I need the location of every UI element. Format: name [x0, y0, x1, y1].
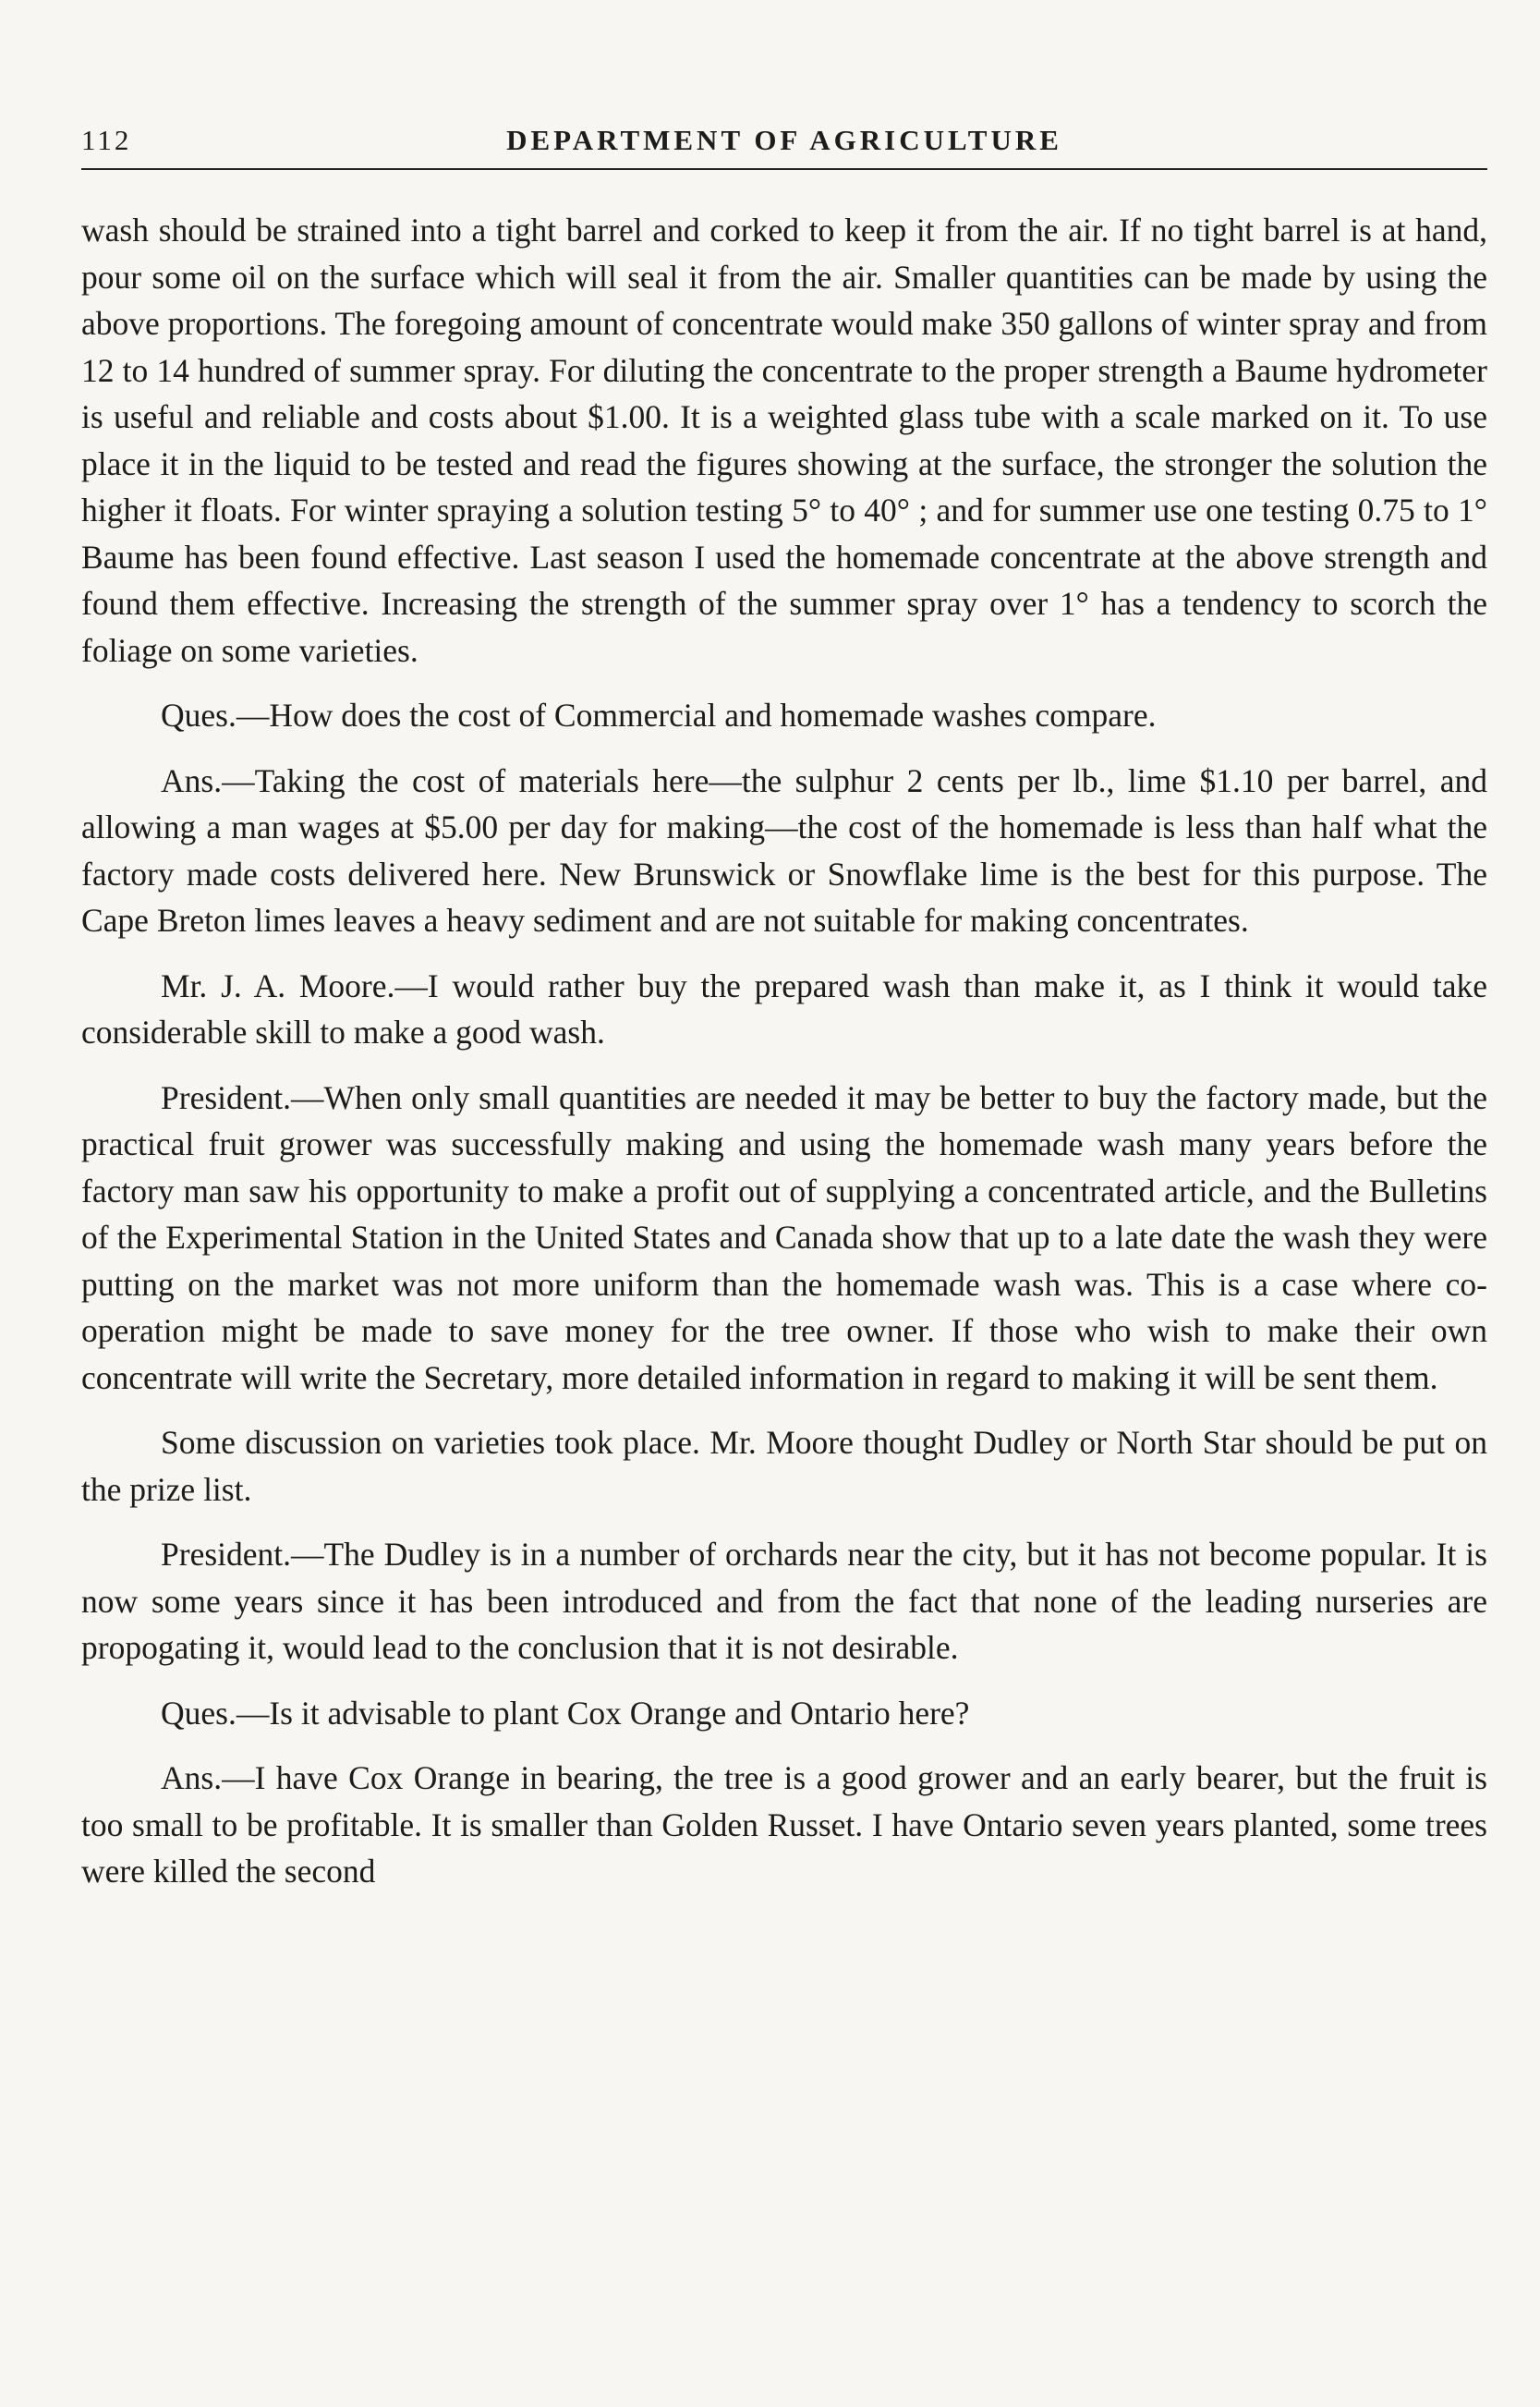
paragraph-discussion: Some discussion on varieties took place. Mr. Moore thought Dudley or North Star should be put on the prize list. — [81, 1424, 1487, 1508]
page-number: 112 — [81, 124, 132, 156]
running-header — [81, 111, 1487, 166]
paragraph-moore-remark: Mr. J. A. Moore.—I would rather buy the prepared wash than make it, as I think it would take considerable skill to make a good wash. — [81, 966, 1487, 1051]
paragraph-answer: Ans.—Taking the cost of materials here—the sulphur 2 cents per lb., lime $1.10 per barrel, and allowing a man wages at $5.00 per day for making—the cost of the homemade is less than half what the factory made costs delivered here. New Brunswick or Snowflake lime is the best for this purpose. The Cape Breton limes leaves a heavy sediment and are not suitable for making concentrates. — [81, 761, 1487, 939]
document-page — [81, 111, 1487, 1914]
paragraph-continued: wash should be strained into a tight barrel and corked to keep it from the air. If no tight barrel is at hand, pour some oil on the surface which will seal it from the air. Smaller quantities can be made by using the above proportions. The foregoing amount of concentrate would make 350 gallons of winter spray and from 12 to 14 hundred of summer spray. For diluting the concentrate to the proper strength a Baume hydrometer is useful and reliable and costs about $1.00. It is a weighted glass tube with a scale marked on it. To use place it in the liquid to be tested and read the figures showing at the surface, the stronger the solution the higher it floats. For winter spraying a solution testing 5° to 40° ; and for summer use one testing 0.75 to 1° Baume has been found effective. Last season I used the homemade concentrate at the above strength and found them effective. Increasing the strength of the summer spray over 1° has a tendency to scorch the foliage on some varieties. — [81, 212, 1487, 669]
paragraph-president-remark: President.—When only small quantities are needed it may be better to buy the factory made, but the practical fruit grower was successfully making and using the homemade wash many years before the factory man saw his opportunity to make a profit out of supplying a concentrated article, and the Bulletins of the Experimental Station in the United States and Canada show that up to a late date the wash they were putting on the market was not more uniform than the homemade wash was. This is a case where co-operation might be made to save money for the tree owner. If those who wish to make their own concentrate will write the Secretary, more detailed information in regard to making it will be sent them. — [81, 1078, 1487, 1396]
header-divider — [81, 168, 1487, 170]
paragraph-question-cox-orange: Ques.—Is it advisable to plant Cox Orange and Ontario here? — [161, 1694, 970, 1732]
paragraph-president-dudley: President.—The Dudley is in a number of orchards near the city, but it has not become popular. It is now some years since it has been introduced and from the fact that none of the leading nurseries are propogating it, would lead to the conclusion that it is not desirable. — [81, 1536, 1487, 1666]
paragraph-question: Ques.—How does the cost of Commercial and homemade washes compare. — [161, 697, 1157, 734]
header-title: DEPARTMENT OF AGRICULTURE — [506, 124, 1062, 156]
paragraph-answer-cox-orange: Ans.—I have Cox Orange in bearing, the tree is a good grower and an early bearer, but the fruit is too small to be profitable. It is smaller than Golden Russet. I have Ontario seven years planted, some trees were killed the second — [81, 1759, 1487, 1890]
body-text — [81, 207, 1487, 1895]
